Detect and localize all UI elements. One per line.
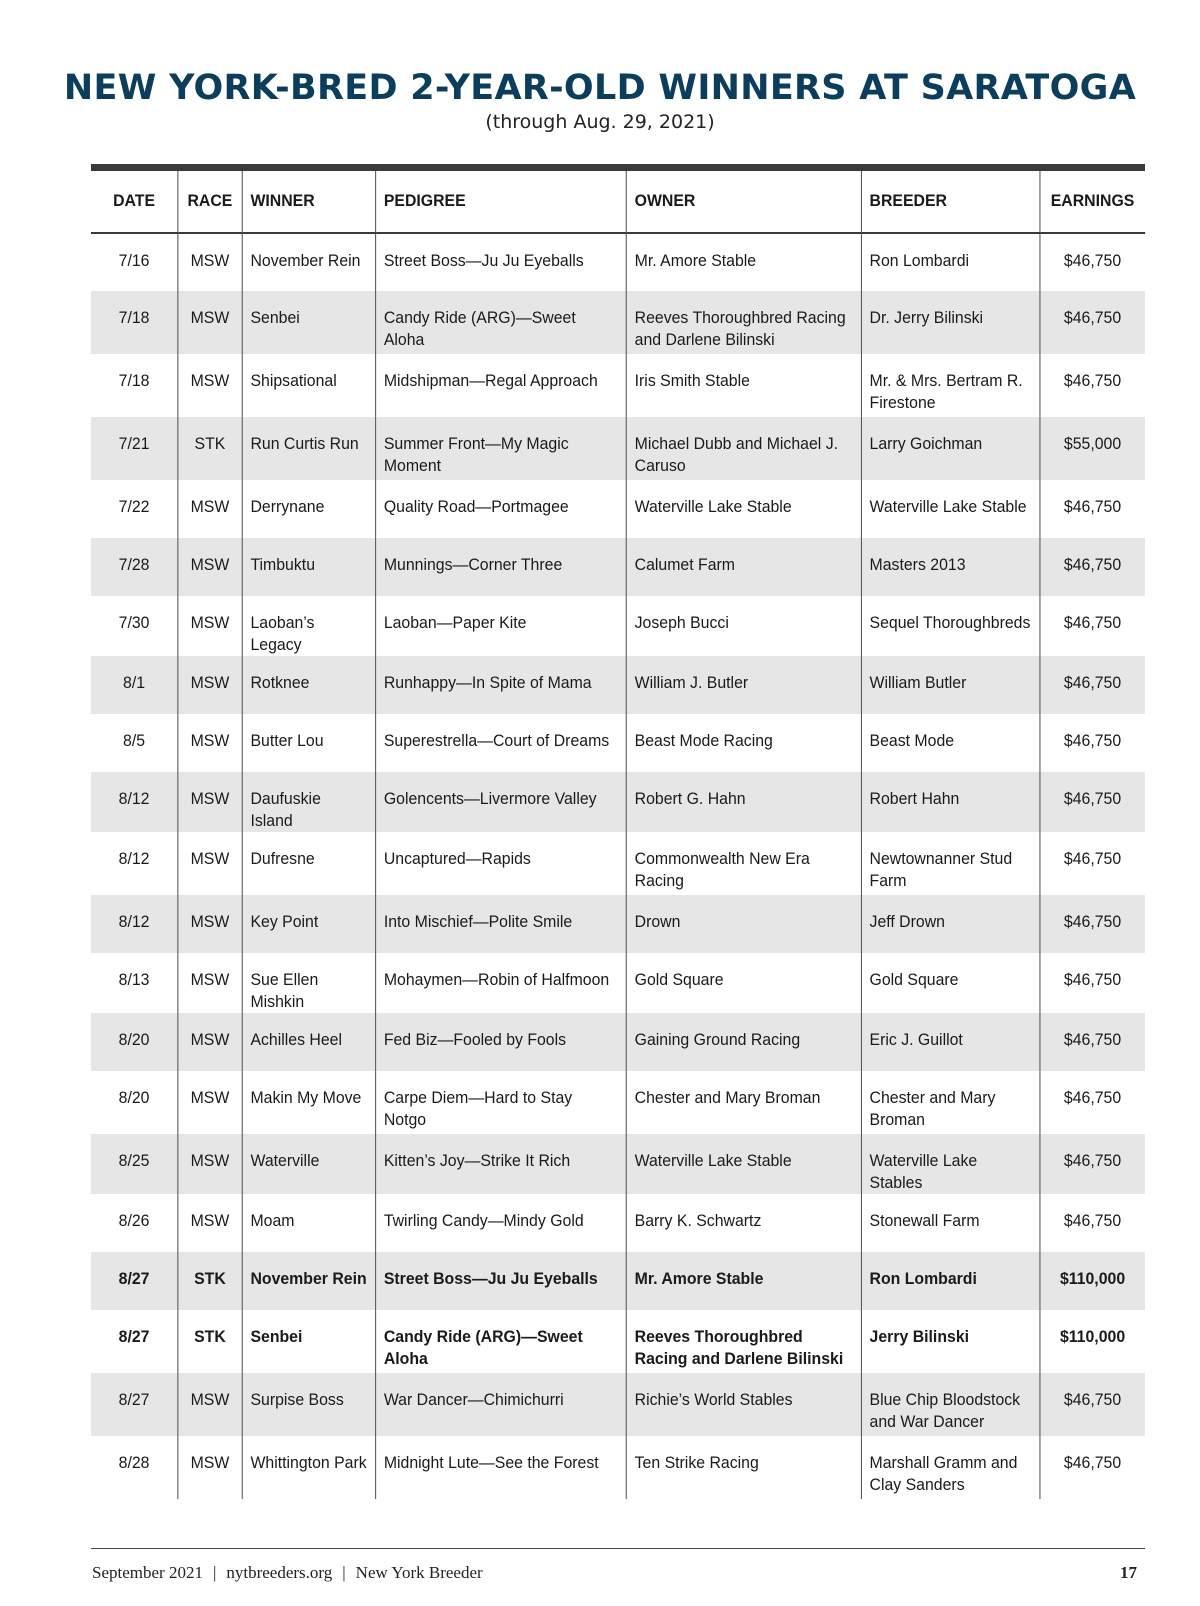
- footer-separator: |: [342, 1563, 346, 1582]
- cell-breeder: Blue Chip Bloodstock and War Dancer: [861, 1373, 1039, 1436]
- cell-owner: Richie’s World Stables: [626, 1373, 861, 1436]
- cell-date: 7/21: [118, 435, 150, 453]
- cell-owner: Iris Smith Stable: [626, 354, 861, 417]
- table-row: [91, 714, 1145, 772]
- cell-breeder: Jerry Bilinski: [861, 1310, 1039, 1373]
- cell-pedigree: Summer Front—My Magic Moment: [376, 417, 627, 480]
- cell-breeder: Marshall Gramm and Clay Sanders: [861, 1436, 1039, 1499]
- table-row: [91, 1134, 1145, 1194]
- cell-date: 7/28: [118, 556, 150, 574]
- cell-date: 8/27: [118, 1391, 150, 1409]
- table-row: [91, 1194, 1145, 1252]
- cell-owner: Ten Strike Racing: [626, 1436, 861, 1499]
- cell-pedigree: Quality Road—Portmagee: [376, 480, 627, 538]
- table-row: [91, 417, 1145, 480]
- column-header-earnings: EARNINGS: [1040, 171, 1146, 233]
- winners-table: [91, 171, 1145, 1499]
- cell-race: MSW: [178, 895, 243, 953]
- cell-breeder: Mr. & Mrs. Bertram R. Firestone: [861, 354, 1039, 417]
- footer-separator: |: [212, 1563, 217, 1582]
- cell-earnings: $46,750: [1040, 832, 1146, 895]
- cell-race: MSW: [178, 1194, 243, 1252]
- cell-winner: Timbuktu: [242, 538, 375, 596]
- table-row: [91, 538, 1145, 596]
- cell-earnings: $46,750: [1040, 1013, 1146, 1071]
- cell-date: 8/27: [118, 1328, 150, 1346]
- cell-winner: November Rein: [242, 1252, 375, 1310]
- cell-winner: Achilles Heel: [242, 1013, 375, 1071]
- cell-earnings: $46,750: [1040, 1436, 1146, 1499]
- cell-winner: Makin My Move: [242, 1071, 375, 1134]
- cell-earnings: $46,750: [1040, 1071, 1146, 1134]
- cell-date: 8/20: [118, 1031, 150, 1049]
- cell-winner: Key Point: [242, 895, 375, 953]
- column-header-owner: OWNER: [626, 171, 861, 233]
- cell-date: 8/12: [118, 850, 150, 868]
- cell-race: MSW: [178, 1436, 243, 1499]
- page-title: NEW YORK-BRED 2-YEAR-OLD WINNERS AT SARATOGA: [63, 68, 1137, 108]
- winners-table-container: [91, 164, 1145, 1499]
- cell-date: 7/22: [118, 498, 150, 516]
- cell-earnings: $46,750: [1040, 772, 1146, 832]
- cell-earnings: $46,750: [1040, 596, 1146, 656]
- cell-winner: Surpise Boss: [242, 1373, 375, 1436]
- cell-date: 8/12: [118, 913, 150, 931]
- cell-date: 7/30: [118, 614, 150, 632]
- table-row: [91, 1013, 1145, 1071]
- table-row: [91, 480, 1145, 538]
- cell-date: 8/5: [123, 732, 146, 750]
- cell-race: MSW: [178, 714, 243, 772]
- cell-race: MSW: [178, 538, 243, 596]
- footer-divider: [91, 1548, 1145, 1549]
- cell-pedigree: Munnings—Corner Three: [376, 538, 627, 596]
- cell-pedigree: War Dancer—Chimichurri: [376, 1373, 627, 1436]
- cell-breeder: Sequel Thoroughbreds: [861, 596, 1039, 656]
- cell-breeder: Chester and Mary Broman: [861, 1071, 1039, 1134]
- cell-earnings: $46,750: [1040, 714, 1146, 772]
- cell-pedigree: Kitten’s Joy—Strike It Rich: [376, 1134, 627, 1194]
- cell-breeder: Waterville Lake Stable: [861, 480, 1039, 538]
- table-row: [91, 291, 1145, 354]
- page-subtitle: (through Aug. 29, 2021): [485, 111, 715, 133]
- cell-pedigree: Golencents—Livermore Valley: [376, 772, 627, 832]
- cell-race: MSW: [178, 596, 243, 656]
- footer-publication: New York Breeder: [355, 1563, 483, 1582]
- cell-owner: Waterville Lake Stable: [626, 480, 861, 538]
- cell-pedigree: Carpe Diem—Hard to Stay Notgo: [376, 1071, 627, 1134]
- cell-earnings: $46,750: [1040, 233, 1146, 291]
- table-header-row: [91, 171, 1145, 233]
- cell-winner: Moam: [242, 1194, 375, 1252]
- cell-pedigree: Into Mischief—Polite Smile: [376, 895, 627, 953]
- cell-earnings: $46,750: [1040, 1134, 1146, 1194]
- cell-date: 8/28: [118, 1454, 150, 1472]
- cell-pedigree: Uncaptured—Rapids: [376, 832, 627, 895]
- cell-pedigree: Candy Ride (ARG)—Sweet Aloha: [376, 1310, 627, 1373]
- cell-earnings: $110,000: [1040, 1310, 1146, 1373]
- cell-breeder: Beast Mode: [861, 714, 1039, 772]
- cell-owner: Barry K. Schwartz: [626, 1194, 861, 1252]
- cell-race: MSW: [178, 772, 243, 832]
- cell-breeder: Robert Hahn: [861, 772, 1039, 832]
- cell-race: MSW: [178, 953, 243, 1013]
- table-row: [91, 656, 1145, 714]
- cell-owner: Reeves Thoroughbred Racing and Darlene Bilinski: [626, 291, 861, 354]
- cell-winner: Rotknee: [242, 656, 375, 714]
- cell-owner: Joseph Bucci: [626, 596, 861, 656]
- table-row: [91, 953, 1145, 1013]
- cell-pedigree: Street Boss—Ju Ju Eyeballs: [376, 1252, 627, 1310]
- page-number: 17: [1120, 1563, 1137, 1582]
- cell-date: 7/16: [118, 252, 150, 270]
- table-row: [91, 1252, 1145, 1310]
- table-row: [91, 895, 1145, 953]
- cell-winner: Waterville: [242, 1134, 375, 1194]
- cell-pedigree: Midshipman—Regal Approach: [376, 354, 627, 417]
- cell-breeder: Dr. Jerry Bilinski: [861, 291, 1039, 354]
- cell-race: MSW: [178, 480, 243, 538]
- cell-pedigree: Twirling Candy—Mindy Gold: [376, 1194, 627, 1252]
- cell-breeder: Eric J. Guillot: [861, 1013, 1039, 1071]
- cell-winner: Derrynane: [242, 480, 375, 538]
- cell-breeder: Waterville Lake Stables: [861, 1134, 1039, 1194]
- cell-date: 8/12: [118, 790, 150, 808]
- cell-owner: Commonwealth New Era Racing: [626, 832, 861, 895]
- cell-pedigree: Midnight Lute—See the Forest: [376, 1436, 627, 1499]
- cell-winner: Daufuskie Island: [242, 772, 375, 832]
- cell-owner: Chester and Mary Broman: [626, 1071, 861, 1134]
- cell-race: MSW: [178, 354, 243, 417]
- cell-earnings: $46,750: [1040, 538, 1146, 596]
- cell-winner: Butter Lou: [242, 714, 375, 772]
- cell-pedigree: Runhappy—In Spite of Mama: [376, 656, 627, 714]
- cell-race: MSW: [178, 656, 243, 714]
- cell-winner: Shipsational: [242, 354, 375, 417]
- page-footer: [92, 1563, 483, 1583]
- cell-owner: William J. Butler: [626, 656, 861, 714]
- cell-owner: Mr. Amore Stable: [626, 233, 861, 291]
- cell-race: MSW: [178, 1013, 243, 1071]
- table-row: [91, 1071, 1145, 1134]
- cell-race: STK: [178, 417, 243, 480]
- cell-pedigree: Mohaymen—Robin of Halfmoon: [376, 953, 627, 1013]
- cell-breeder: Ron Lombardi: [861, 1252, 1039, 1310]
- table-row: [91, 596, 1145, 656]
- cell-breeder: Masters 2013: [861, 538, 1039, 596]
- cell-owner: Calumet Farm: [626, 538, 861, 596]
- footer-month: September 2021: [92, 1563, 203, 1582]
- column-header-breeder: BREEDER: [861, 171, 1039, 233]
- table-row: [91, 1310, 1145, 1373]
- column-header-date: DATE: [91, 171, 178, 233]
- cell-owner: Robert G. Hahn: [626, 772, 861, 832]
- cell-breeder: Larry Goichman: [861, 417, 1039, 480]
- table-row: [91, 1373, 1145, 1436]
- cell-winner: Dufresne: [242, 832, 375, 895]
- cell-breeder: Ron Lombardi: [861, 233, 1039, 291]
- table-row: [91, 832, 1145, 895]
- cell-owner: Gaining Ground Racing: [626, 1013, 861, 1071]
- cell-pedigree: Candy Ride (ARG)—Sweet Aloha: [376, 291, 627, 354]
- column-header-race: RACE: [178, 171, 243, 233]
- cell-winner: Senbei: [242, 291, 375, 354]
- table-row: [91, 1436, 1145, 1499]
- cell-earnings: $55,000: [1040, 417, 1146, 480]
- cell-breeder: Gold Square: [861, 953, 1039, 1013]
- cell-breeder: Stonewall Farm: [861, 1194, 1039, 1252]
- cell-race: MSW: [178, 1373, 243, 1436]
- cell-date: 8/1: [123, 674, 146, 692]
- cell-breeder: Newtownanner Stud Farm: [861, 832, 1039, 895]
- cell-earnings: $46,750: [1040, 953, 1146, 1013]
- cell-earnings: $46,750: [1040, 480, 1146, 538]
- cell-earnings: $46,750: [1040, 291, 1146, 354]
- cell-race: STK: [178, 1252, 243, 1310]
- cell-date: 8/27: [118, 1270, 150, 1288]
- cell-date: 8/25: [118, 1152, 150, 1170]
- cell-winner: Run Curtis Run: [242, 417, 375, 480]
- cell-race: MSW: [178, 1134, 243, 1194]
- cell-earnings: $46,750: [1040, 656, 1146, 714]
- cell-owner: Reeves Thoroughbred Racing and Darlene Bilinski: [626, 1310, 861, 1373]
- cell-earnings: $46,750: [1040, 354, 1146, 417]
- cell-date: 7/18: [118, 309, 150, 327]
- cell-winner: November Rein: [242, 233, 375, 291]
- cell-pedigree: Laoban—Paper Kite: [376, 596, 627, 656]
- cell-breeder: Jeff Drown: [861, 895, 1039, 953]
- cell-owner: Mr. Amore Stable: [626, 1252, 861, 1310]
- table-row: [91, 772, 1145, 832]
- cell-date: 8/13: [118, 971, 150, 989]
- cell-earnings: $46,750: [1040, 895, 1146, 953]
- column-header-pedigree: PEDIGREE: [376, 171, 627, 233]
- cell-earnings: $46,750: [1040, 1194, 1146, 1252]
- cell-winner: Senbei: [242, 1310, 375, 1373]
- cell-pedigree: Superestrella—Court of Dreams: [376, 714, 627, 772]
- cell-race: STK: [178, 1310, 243, 1373]
- cell-earnings: $46,750: [1040, 1373, 1146, 1436]
- cell-race: MSW: [178, 1071, 243, 1134]
- cell-winner: Laoban’s Legacy: [242, 596, 375, 656]
- cell-winner: Whittington Park: [242, 1436, 375, 1499]
- cell-winner: Sue Ellen Mishkin: [242, 953, 375, 1013]
- cell-earnings: $110,000: [1040, 1252, 1146, 1310]
- cell-race: MSW: [178, 291, 243, 354]
- cell-pedigree: Street Boss—Ju Ju Eyeballs: [376, 233, 627, 291]
- cell-date: 7/18: [118, 372, 150, 390]
- cell-date: 8/26: [118, 1212, 150, 1230]
- cell-race: MSW: [178, 233, 243, 291]
- cell-race: MSW: [178, 832, 243, 895]
- cell-breeder: William Butler: [861, 656, 1039, 714]
- cell-owner: Michael Dubb and Michael J. Caruso: [626, 417, 861, 480]
- cell-owner: Waterville Lake Stable: [626, 1134, 861, 1194]
- cell-pedigree: Fed Biz—Fooled by Fools: [376, 1013, 627, 1071]
- table-row: [91, 233, 1145, 291]
- cell-owner: Drown: [626, 895, 861, 953]
- cell-date: 8/20: [118, 1089, 150, 1107]
- column-header-winner: WINNER: [242, 171, 375, 233]
- footer-site: nytbreeders.org: [226, 1563, 333, 1582]
- table-row: [91, 354, 1145, 417]
- cell-owner: Gold Square: [626, 953, 861, 1013]
- cell-owner: Beast Mode Racing: [626, 714, 861, 772]
